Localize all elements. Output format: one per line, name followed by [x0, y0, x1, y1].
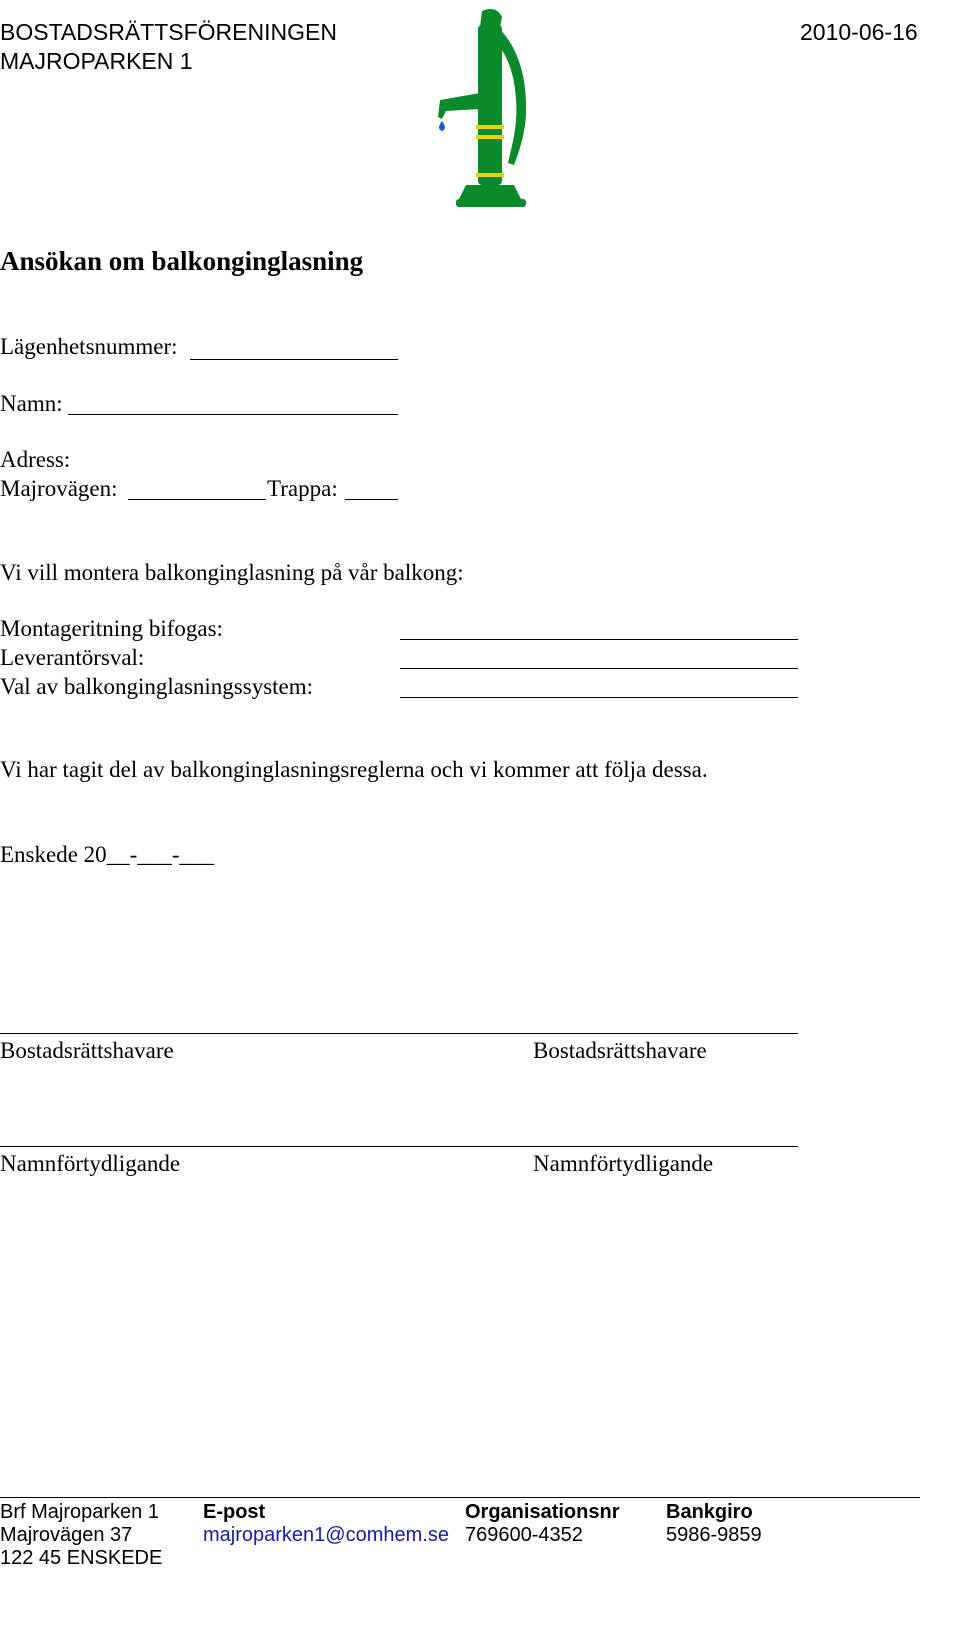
org-name-line2: MAJROPARKEN 1 [0, 48, 193, 74]
clarification-line[interactable] [0, 1146, 798, 1147]
apartment-number-label: Lägenhetsnummer: [0, 334, 178, 359]
drawing-field[interactable] [400, 639, 798, 640]
footer-divider [0, 1497, 920, 1498]
footer-bankgiro-label: Bankgiro [666, 1501, 753, 1523]
intro-text: Vi vill montera balkonginglasning på vår balkong: [0, 560, 464, 585]
footer-orgnr-label: Organisationsnr [465, 1501, 620, 1523]
address-label: Adress: [0, 447, 71, 472]
signature-line[interactable] [0, 1033, 798, 1034]
name-field[interactable] [68, 414, 398, 415]
footer-orgnr: 769600-4352 [465, 1524, 583, 1546]
drawing-label: Montageritning bifogas: [0, 616, 223, 641]
footer-bankgiro: 5986-9859 [666, 1524, 762, 1546]
stairs-label: Trappa: [267, 476, 338, 501]
signature-right-label: Bostadsrättshavare [533, 1038, 707, 1063]
street-field[interactable] [128, 499, 266, 500]
footer-street: Majrovägen 37 [0, 1524, 133, 1546]
document-date: 2010-06-16 [800, 19, 918, 45]
signature-left-label: Bostadsrättshavare [0, 1038, 174, 1063]
footer-email-link[interactable]: majroparken1@comhem.se [203, 1524, 449, 1546]
footer-org-name: Brf Majroparken 1 [0, 1501, 159, 1523]
footer-email-label: E-post [203, 1501, 266, 1523]
clarification-left-label: Namnförtydligande [0, 1151, 181, 1176]
org-name-line1: BOSTADSRÄTTSFÖRENINGEN [0, 19, 337, 45]
street-label: Majrovägen: [0, 476, 118, 501]
clarification-right-label: Namnförtydligande [533, 1151, 714, 1176]
stairs-field[interactable] [345, 499, 398, 500]
supplier-label: Leverantörsval: [0, 645, 145, 670]
rules-statement: Vi har tagit del av balkonginglasningsreglerna och vi kommer att följa dessa. [0, 757, 708, 782]
system-field[interactable] [400, 697, 798, 698]
footer-postal: 122 45 ENSKEDE [0, 1547, 163, 1569]
page-title: Ansökan om balkonginglasning [0, 246, 364, 276]
supplier-field[interactable] [400, 668, 798, 669]
water-pump-logo [430, 5, 540, 210]
place-date: Enskede 20__-___-___ [0, 842, 214, 867]
apartment-number-field[interactable] [190, 359, 398, 360]
name-label: Namn: [0, 391, 63, 416]
system-label: Val av balkonginglasningssystem: [0, 674, 314, 699]
